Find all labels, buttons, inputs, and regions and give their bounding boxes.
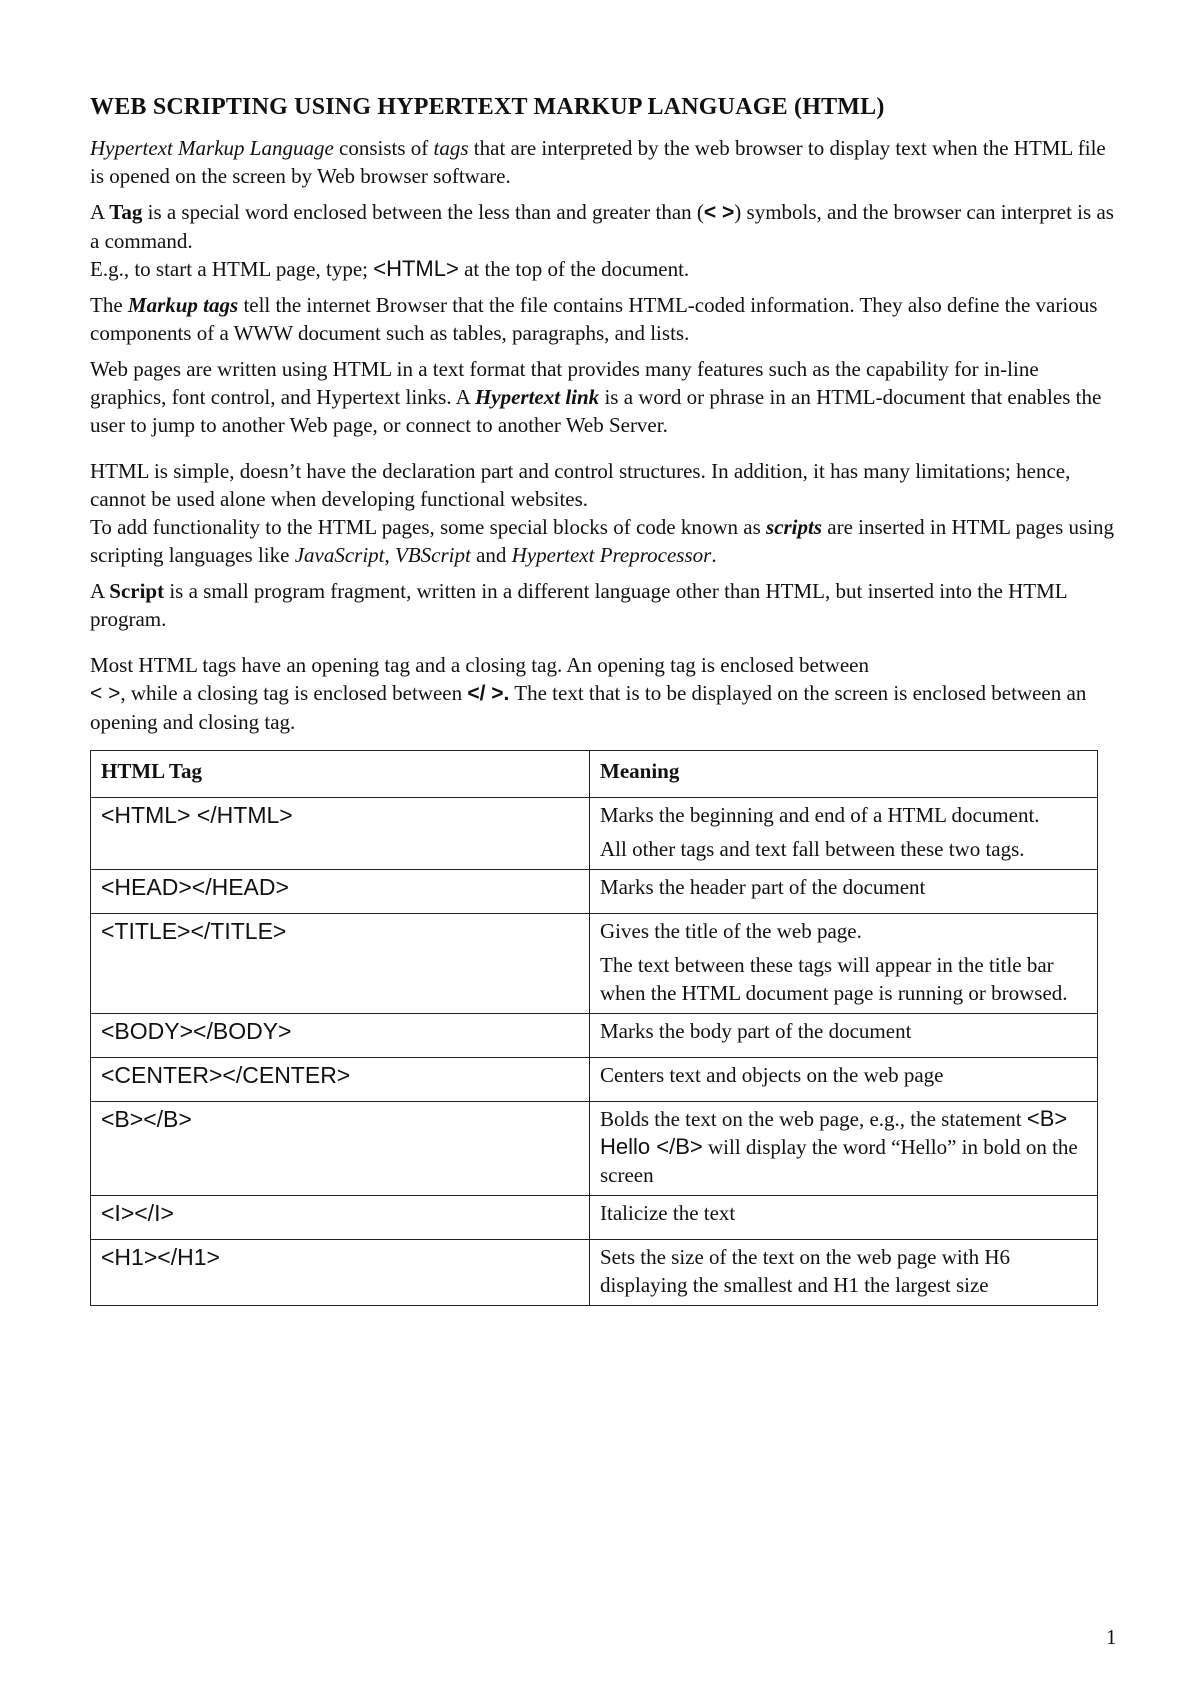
term-javascript: JavaScript (294, 543, 385, 567)
html-tags-table (90, 750, 1098, 1306)
term-markup-tags: Markup tags (127, 293, 239, 317)
meaning-cell: Gives the title of the web page. The text between these tags will appear in the title bar when the HTML document page is running or browsed. (590, 914, 1098, 1014)
document-page (90, 92, 1120, 1306)
closing-tag-symbol: </ >. (467, 682, 510, 705)
term-script: Script (109, 579, 165, 603)
meaning-cell: Marks the beginning and end of a HTML document. All other tags and text fall between these two tags. (590, 798, 1098, 870)
opening-closing-paragraph: Most HTML tags have an opening tag and a closing tag. An opening tag is enclosed between < >, while a closing tag is enclosed between </ >. The text that is to be displayed on the screen is enclosed between an opening and closing tag. (90, 653, 1087, 734)
example-paragraph: E.g., to start a HTML page, type; <HTML> at the top of the document. (90, 256, 690, 281)
meaning-cell: Marks the header part of the document (590, 870, 1098, 914)
table-row (91, 1014, 1098, 1058)
intro-paragraph: Hypertext Markup Language consists of tags that are interpreted by the web browser to display text when the HTML file is opened on the screen by Web browser software. (90, 136, 1106, 188)
markup-tags-paragraph: The Markup tags tell the internet Browser that the file contains HTML-coded information. They also define the various components of a WWW document such as tables, paragraphs, and lists. (90, 293, 1098, 345)
tag-cell: <HEAD></HEAD> (91, 870, 590, 914)
term-hypertext-preprocessor: Hypertext Preprocessor (511, 543, 712, 567)
table-header-row (91, 751, 1098, 798)
term-scripts: scripts (766, 515, 823, 539)
meaning-cell: Italicize the text (590, 1196, 1098, 1240)
tag-cell: <BODY></BODY> (91, 1014, 590, 1058)
angle-symbols: < > (703, 201, 735, 224)
opening-tag-symbol: < > (90, 682, 121, 705)
script-definition-paragraph: A Script is a small program fragment, written in a different language other than HTML, but inserted into the HTML program. (90, 579, 1067, 631)
table-row (91, 1240, 1098, 1306)
term-hypertext-markup-language: Hypertext Markup Language (90, 136, 334, 160)
web-pages-paragraph: Web pages are written using HTML in a text format that provides many features such as the capability for in-line graphics, font control, and Hypertext links. A Hypertext link is a word or phrase in an HTML-document that enables the user to jump to another Web page, or connect to another Web Server. (90, 357, 1102, 437)
tag-cell: <I></I> (91, 1196, 590, 1240)
term-vbscript: VBScript (395, 543, 471, 567)
term-tags: tags (433, 136, 469, 160)
page-number: 1 (1106, 1625, 1117, 1649)
table-row (91, 870, 1098, 914)
table-row (91, 798, 1098, 870)
table-row (91, 1196, 1098, 1240)
tag-cell: <TITLE></TITLE> (91, 914, 590, 1014)
tag-cell: <H1></H1> (91, 1240, 590, 1306)
term-tag: Tag (109, 200, 143, 224)
table-row (91, 914, 1098, 1014)
header-meaning: Meaning (590, 751, 1098, 798)
bold-hello-code: <B> Hello </B> (600, 1106, 1068, 1159)
page-title: WEB SCRIPTING USING HYPERTEXT MARKUP LANGUAGE (HTML) (90, 94, 885, 120)
header-html-tag: HTML Tag (91, 751, 590, 798)
meaning-cell: Bolds the text on the web page, e.g., the statement <B> Hello </B> will display the word “Hello” in bold on the screen (590, 1102, 1098, 1196)
meaning-cell: Centers text and objects on the web page (590, 1058, 1098, 1102)
tag-cell: <HTML> </HTML> (91, 798, 590, 870)
meaning-cell: Marks the body part of the document (590, 1014, 1098, 1058)
meaning-cell: Sets the size of the text on the web page with H6 displaying the smallest and H1 the largest size (590, 1240, 1098, 1306)
html-code-example: <HTML> (373, 256, 459, 281)
tag-definition-paragraph: A Tag is a special word enclosed between the less than and greater than (< >) symbols, and the browser can interpret is as a command. (90, 200, 1114, 253)
term-hypertext-link: Hypertext link (474, 385, 600, 409)
tag-cell: <B></B> (91, 1102, 590, 1196)
html-simple-paragraph: HTML is simple, doesn’t have the declaration part and control structures. In addition, it has many limitations; hence, cannot be used alone when developing functional websites. To add functionality to the HTML pages, some special blocks of code known as scripts are inserted in HTML pages using scripting languages like JavaScript, VBScript and Hypertext Preprocessor. (90, 459, 1115, 567)
table-row (91, 1058, 1098, 1102)
table-row (91, 1102, 1098, 1196)
tag-cell: <CENTER></CENTER> (91, 1058, 590, 1102)
